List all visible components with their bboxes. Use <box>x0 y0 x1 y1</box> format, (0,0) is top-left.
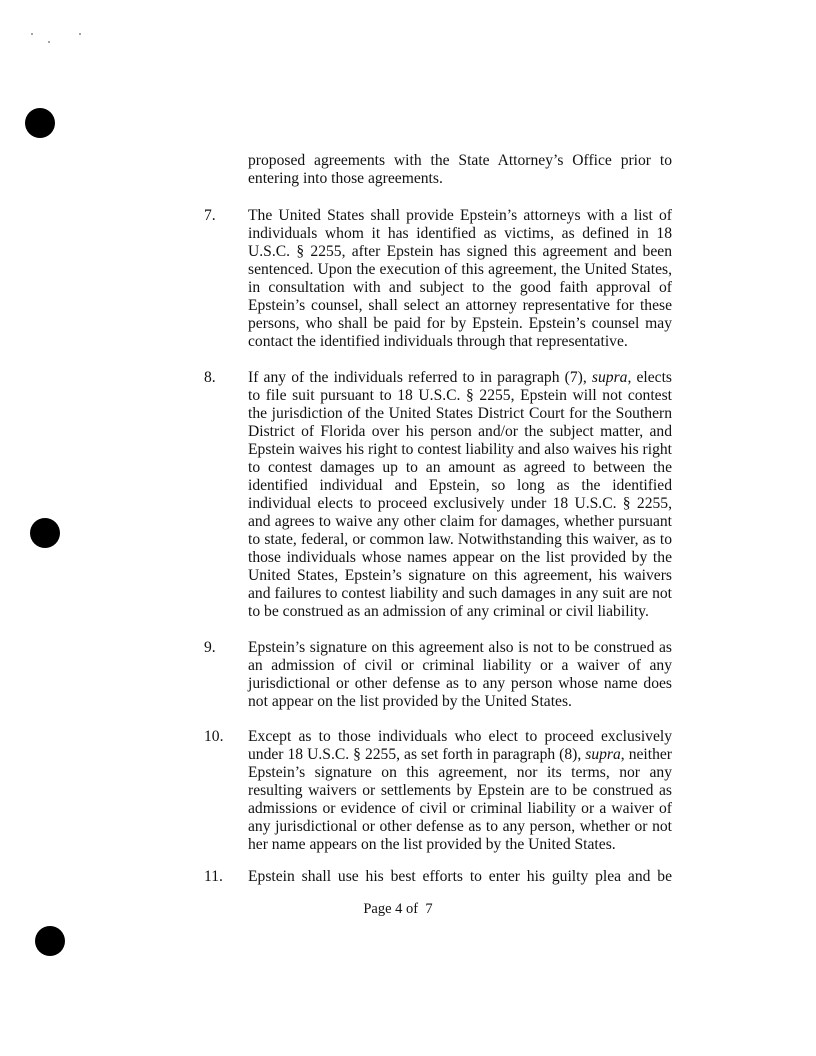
paragraph-body <box>248 728 672 854</box>
paragraph-body: The United States shall provide Epstein’s attorneys with a list of individuals whom it has identified as victims, as defined in 18 U.S.C. § 2255, after Epstein has signed this agreement and been sentenced. Upon the execution of this agreement, the United States, in consultation with and subject to the good faith approval of Epstein’s counsel, shall select an attorney representative for these persons, who shall be paid for by Epstein. Epstein’s counsel may contact the identified individuals through that representative. <box>248 207 672 350</box>
page-footer <box>0 901 816 918</box>
paragraph-body: Epstein’s signature on this agreement also is not to be construed as an admission of civil or criminal liability or a waiver of any jurisdictional or other defense as to any person whose name does not appear on the list provided by the United States. <box>248 639 672 710</box>
punch-hole-middle <box>30 518 60 548</box>
paragraph-text: If any of the individuals referred to in paragraph (7), <box>248 369 592 386</box>
italic-term: supra <box>585 746 621 763</box>
scan-speck <box>48 41 50 43</box>
paragraph-number: 11. <box>204 868 223 885</box>
paragraph-text: , neither Epstein’s signature on this agreement, nor its terms, nor any resulting waivers or settlements by Epstein are to be construed as admissions or evidence of civil or criminal liability or a waiver of any jurisdictional or other defense as to any person, whether or not her name appears on the list provided by the United States. <box>248 746 672 853</box>
scan-speck <box>31 33 33 35</box>
italic-term: supra <box>591 369 628 386</box>
paragraph-number: 10. <box>204 728 224 745</box>
paragraph-body: Epstein shall use his best efforts to enter his guilty plea and be <box>248 868 672 885</box>
scan-speck <box>79 33 81 35</box>
paragraph-text: Except as to those individuals who elect to proceed exclusively under 18 U.S.C. § 2255, as set forth in paragraph (8), <box>248 728 672 763</box>
paragraph-number: 7. <box>204 207 216 224</box>
continuation-text: proposed agreements with the State Attorney’s Office prior to entering into those agreements. <box>248 152 672 187</box>
paragraph-number: 8. <box>204 369 216 386</box>
page-number: Page 4 of 7 <box>363 901 433 917</box>
paragraph-body <box>248 369 672 621</box>
paragraph-number: 9. <box>204 639 216 656</box>
paragraph-text: , elects to file suit pursuant to 18 U.S.C. § 2255, Epstein will not contest the jurisdiction of the United States District Court for the Southern District of Florida over his person and/or the subject matter, and Epstein waives his right to contest liability and also waives his right to contest damages up to an amount as agreed to between the identified individual and Epstein, so long as the identified individual elects to proceed exclusively under 18 U.S.C. § 2255, and agrees to waive any other claim for damages, whether pursuant to state, federal, or common law. Notwithstanding this waiver, as to those individuals whose names appear on the list provided by the United States, Epstein’s signature on this agreement, his waivers and failures to contest liability and such damages in any suit are not to be construed as an admission of any criminal or civil liability. <box>248 369 673 620</box>
punch-hole-bottom <box>35 926 65 956</box>
punch-hole-top <box>25 108 55 138</box>
